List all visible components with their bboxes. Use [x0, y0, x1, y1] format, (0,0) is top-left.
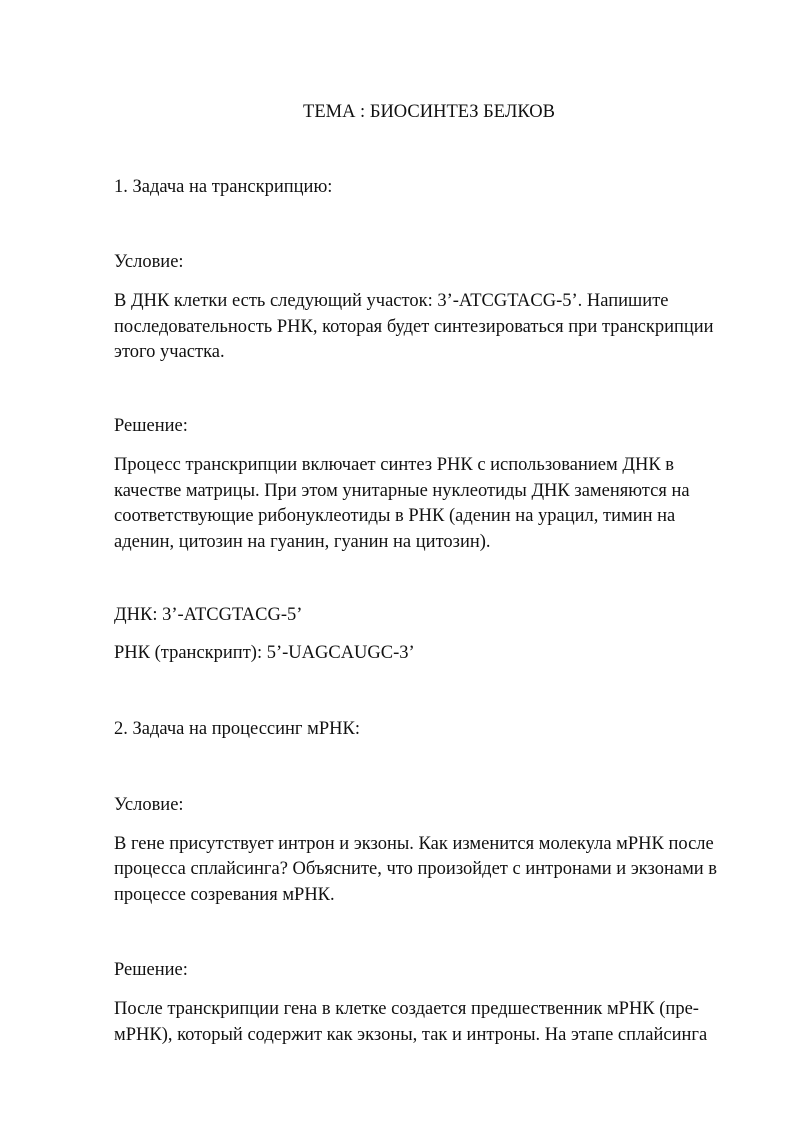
task1-condition-line-1: В ДНК клетки есть следующий участок: 3’-ATCGTACG-5’. Напишите — [114, 291, 669, 311]
task1-solution-line-1: Процесс транскрипции включает синтез РНК с использованием ДНК в — [114, 455, 675, 475]
task2-heading: 2. Задача на процессинг мРНК: — [114, 719, 360, 739]
task2-solution-line-1: После транскрипции гена в клетке создается предшественник мРНК (пре- — [114, 999, 699, 1019]
task2-condition-line-1: В гене присутствует интрон и экзоны. Как изменится молекула мРНК после — [114, 834, 714, 854]
task2-condition-line-2: процесса сплайсинга? Объясните, что произойдет с интронами и экзонами в — [114, 859, 718, 879]
task2-solution-line-2: мРНК), который содержит как экзоны, так и интроны. На этапе сплайсинга — [114, 1025, 708, 1045]
task2-condition-label: Условие: — [114, 795, 184, 815]
task1-condition-label: Условие: — [114, 252, 184, 272]
task1-solution-line-3: соответствующие рибонуклеотиды в РНК (аденин на урацил, тимин на — [114, 506, 676, 526]
task2-condition-line-3: процессе созревания мРНК. — [114, 885, 335, 905]
page-title: ТЕМА : БИОСИНТЕЗ БЕЛКОВ — [303, 102, 555, 122]
task1-rna-line: РНК (транскрипт): 5’-UAGCAUGC-3’ — [114, 643, 415, 663]
task1-dna-line: ДНК: 3’-ATCGTACG-5’ — [114, 605, 303, 625]
task2-solution-label: Решение: — [114, 960, 188, 980]
task1-solution-line-4: аденин, цитозин на гуанин, гуанин на цитозин). — [114, 532, 491, 552]
task1-solution-label: Решение: — [114, 416, 188, 436]
task1-heading: 1. Задача на транскрипцию: — [114, 177, 333, 197]
task1-condition-line-3: этого участка. — [114, 342, 225, 362]
task1-solution-line-2: качестве матрицы. При этом унитарные нуклеотиды ДНК заменяются на — [114, 481, 690, 501]
task1-condition-line-2: последовательность РНК, которая будет синтезироваться при транскрипции — [114, 317, 714, 337]
